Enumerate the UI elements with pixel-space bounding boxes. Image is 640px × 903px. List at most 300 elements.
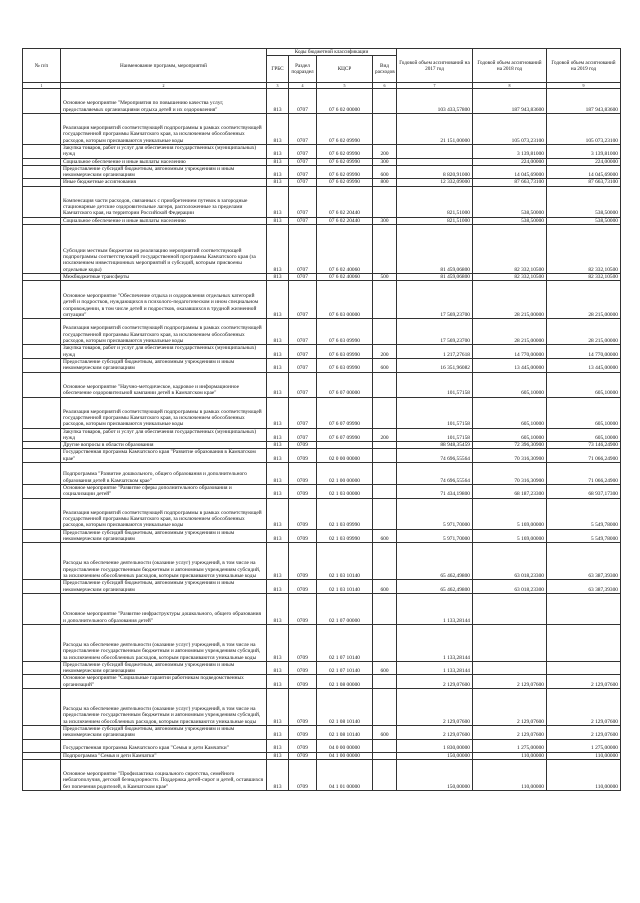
cell-vr: 200 [373,345,397,359]
cell-2019: 28 215,00000 [547,319,621,345]
cell-kcsr: 02 1 07 10140 [317,661,373,675]
cell-section: 0707 [289,186,317,217]
cell-2019: 63 387,39300 [547,543,621,580]
cell-num [23,689,61,726]
cell-name: Государственная программа Камчатского края "Семья и дети Камчатки" [61,739,267,752]
cell-vr [373,752,397,759]
cell-section: 0709 [289,624,317,661]
cell-2019: 1 275,00000 [547,739,621,752]
cell-num [23,624,61,661]
table-header [23,49,621,89]
cell-2018: 605,10000 [473,372,547,397]
cell-kcsr: 07 6 02 09990 [317,165,373,179]
cell-2019: 224,00000 [547,158,621,165]
cell-section: 0709 [289,580,317,594]
table-row [23,179,621,186]
table-row [23,689,621,726]
cell-vr [373,397,397,428]
cell-kcsr: 02 1 03 09990 [317,498,373,529]
cell-section: 0709 [289,675,317,689]
cell-2017: 81 459,06800 [397,225,473,274]
cell-num [23,217,61,224]
cell-kcsr: 07 6 07 00000 [317,372,373,397]
cell-section: 0709 [289,661,317,675]
cell-2019: 87 663,73100 [547,179,621,186]
cell-vr: 300 [373,217,397,224]
cell-grbs: 813 [267,158,289,165]
cell-vr: 200 [373,428,397,442]
cell-2018: 63 018,23300 [473,543,547,580]
cell-grbs: 813 [267,463,289,485]
cell-2018: 70 316,30900 [473,463,547,485]
table-row [23,428,621,442]
cell-2019: 82 332,10500 [547,274,621,281]
cell-2017: 1 133,28144 [397,661,473,675]
cell-kcsr [317,442,373,449]
cell-grbs: 813 [267,661,289,675]
cell-2018 [473,661,547,675]
cell-name: Реализация мероприятий соответствующей подпрограммы в рамках соответствующей государственной программы Камчатского края, за исключением обособленных расходов, которым присваиваются уникальные коды [61,114,267,145]
cell-num [23,442,61,449]
col-index: 6 [373,83,397,89]
col-index: 7 [397,83,473,89]
cell-grbs: 813 [267,428,289,442]
cell-num [23,281,61,319]
cell-section: 0709 [289,752,317,759]
cell-grbs: 813 [267,372,289,397]
cell-vr [373,186,397,217]
cell-2019: 110,00000 [547,752,621,759]
cell-num [23,752,61,759]
cell-vr [373,114,397,145]
cell-2017: 17 569,23700 [397,281,473,319]
cell-2017: 17 569,23700 [397,319,473,345]
cell-name: Закупка товаров, работ и услуг для обеспечения государственных (муниципальных) нужд [61,345,267,359]
cell-section: 0707 [289,145,317,159]
cell-2018: 72 396,30900 [473,442,547,449]
cell-grbs: 813 [267,217,289,224]
cell-2018: 5 169,00000 [473,529,547,543]
cell-kcsr: 04 1 01 00000 [317,759,373,790]
cell-2019: 5 549,78000 [547,529,621,543]
table-row [23,580,621,594]
cell-2017: 821,51000 [397,186,473,217]
cell-grbs: 813 [267,726,289,740]
cell-2018: 82 332,10500 [473,225,547,274]
cell-kcsr: 02 1 07 00000 [317,593,373,624]
col-index: 4 [289,83,317,89]
cell-2017: 150,00000 [397,759,473,790]
cell-vr: 500 [373,274,397,281]
table-row [23,225,621,274]
cell-vr [373,485,397,499]
cell-2017: 71 434,19800 [397,485,473,499]
cell-num [23,165,61,179]
cell-section: 0707 [289,114,317,145]
cell-2017: 74 696,55564 [397,449,473,463]
cell-grbs: 813 [267,397,289,428]
cell-kcsr: 07 6 02 09990 [317,179,373,186]
budget-table-sheet [22,48,620,791]
cell-2018: 87 663,73100 [473,179,547,186]
cell-2018: 1 275,00000 [473,739,547,752]
cell-grbs: 813 [267,165,289,179]
cell-name: Реализация мероприятий соответствующей подпрограммы в рамках соответствующей государственной программы Камчатского края, за исключением обособленных расходов, которым присваиваются уникальные коды [61,397,267,428]
cell-vr: 800 [373,179,397,186]
cell-2019: 3 139,81000 [547,145,621,159]
cell-kcsr: 07 6 02 40060 [317,274,373,281]
cell-section: 0709 [289,543,317,580]
cell-2018: 14 770,00000 [473,345,547,359]
cell-vr [373,281,397,319]
cell-2018: 2 129,07600 [473,675,547,689]
col-index: 5 [317,83,373,89]
cell-2017: 2 129,07600 [397,689,473,726]
cell-2017: 2 129,07600 [397,726,473,740]
cell-2019: 2 129,07600 [547,726,621,740]
cell-2017: 21 151,00000 [397,114,473,145]
cell-name: Реализация мероприятий соответствующей подпрограммы в рамках соответствующей государственной программы Камчатского края, за исключением обособленных расходов, которым присваиваются уникальные коды [61,498,267,529]
cell-grbs: 813 [267,179,289,186]
cell-section: 0709 [289,485,317,499]
cell-2019: 605,10000 [547,372,621,397]
cell-grbs: 813 [267,675,289,689]
cell-name: Закупка товаров, работ и услуг для обеспечения государственных (муниципальных) нужд [61,428,267,442]
cell-section: 0707 [289,179,317,186]
cell-2018: 538,50000 [473,186,547,217]
cell-name: Расходы на обеспечение деятельности (оказание услуг) учреждений, в том числе на предоставление государственным бюджетным и автономным учреждениям субсидий, за исключением обособленных расходов, которым присваиваются уникальные коды [61,624,267,661]
cell-section: 0707 [289,428,317,442]
table-row [23,372,621,397]
cell-grbs: 813 [267,752,289,759]
cell-2018: 3 139,81000 [473,145,547,159]
cell-2017: 150,00000 [397,752,473,759]
cell-2018: 2 129,07600 [473,726,547,740]
cell-section: 0707 [289,397,317,428]
cell-num [23,485,61,499]
cell-2018: 14 045,69000 [473,165,547,179]
cell-name: Основное мероприятие "Мероприятия по повышению качества услуг, предоставляемых организациями отдыха детей и их оздоровления" [61,89,267,114]
cell-grbs: 813 [267,345,289,359]
cell-2018 [473,624,547,661]
cell-2019: 538,50000 [547,186,621,217]
cell-2017: 2 129,07600 [397,675,473,689]
cell-grbs: 813 [267,114,289,145]
cell-2017: 65 462,49800 [397,543,473,580]
cell-2019: 605,10000 [547,397,621,428]
cell-section: 0707 [289,345,317,359]
cell-name: Основное мероприятие "Научно-методическое, кадровое и информационное обеспечение оздоровительной кампании детей в Камчатском крае" [61,372,267,397]
cell-name: Основное мероприятие "Социальные гарантии работникам подведомственных организаций" [61,675,267,689]
table-row [23,529,621,543]
table-row [23,593,621,624]
cell-grbs: 813 [267,442,289,449]
col-index: 1 [23,83,61,89]
cell-2019 [547,661,621,675]
table-row [23,358,621,372]
cell-2018: 28 215,00000 [473,281,547,319]
cell-vr: 600 [373,661,397,675]
cell-num [23,463,61,485]
table-row [23,217,621,224]
cell-section: 0709 [289,739,317,752]
cell-kcsr: 02 1 03 10140 [317,580,373,594]
cell-grbs: 813 [267,145,289,159]
cell-name: Субсидии местным бюджетам на реализацию мероприятий соответствующей подпрограммы соответствующей государственной программы Камчатского края (за исключением инвестиционных мероприятий и субсидий, которым присвоены отдельные коды) [61,225,267,274]
cell-grbs: 813 [267,225,289,274]
cell-2019: 2 129,07600 [547,689,621,726]
cell-num [23,543,61,580]
cell-grbs: 813 [267,739,289,752]
cell-2017: 5 971,70000 [397,529,473,543]
cell-kcsr: 04 1 00 00000 [317,752,373,759]
cell-vr [373,498,397,529]
cell-2018 [473,593,547,624]
cell-name: Предоставление субсидий бюджетным, автономным учреждениям и иным некоммерческим организациям [61,580,267,594]
cell-vr: 600 [373,358,397,372]
cell-vr [373,689,397,726]
cell-section: 0707 [289,217,317,224]
cell-grbs: 813 [267,485,289,499]
cell-2018: 2 129,07600 [473,689,547,726]
cell-2019: 105 073,23100 [547,114,621,145]
cell-vr [373,89,397,114]
cell-section: 0707 [289,274,317,281]
col-grbs-header: ГРБС [267,56,289,83]
cell-grbs: 813 [267,89,289,114]
cell-grbs: 813 [267,580,289,594]
cell-vr: 300 [373,158,397,165]
cell-num [23,358,61,372]
cell-kcsr: 07 6 03 09990 [317,345,373,359]
cell-section: 0707 [289,165,317,179]
cell-name: Расходы на обеспечение деятельности (оказание услуг) учреждений, в том числе на предоставление государственным бюджетным и автономным учреждениям субсидий, за исключением обособленных расходов, которым присваиваются уникальные коды [61,689,267,726]
table-row [23,463,621,485]
cell-grbs: 813 [267,498,289,529]
cell-name: Компенсация части расходов, связанных с приобретением путевок в загородные стационарные детские оздоровительные лагеря, расположенные за пределами Камчатского края, на территории Российской Федерации [61,186,267,217]
cell-2019: 187 943,83600 [547,89,621,114]
cell-section: 0707 [289,358,317,372]
cell-2017: 101,57158 [397,397,473,428]
cell-2018: 110,00000 [473,752,547,759]
col-2017-header: Годовой объем ассигнований на 2017 год [397,49,473,83]
cell-2017: 1 217,27618 [397,345,473,359]
cell-vr [373,319,397,345]
table-row [23,449,621,463]
cell-kcsr: 07 6 03 09990 [317,358,373,372]
cell-section: 0709 [289,726,317,740]
table-body [23,89,621,791]
cell-2017: 8 820,91000 [397,165,473,179]
col-index: 3 [267,83,289,89]
cell-2017: 101,57158 [397,428,473,442]
cell-grbs: 813 [267,319,289,345]
col-2018-header: Годовой объем ассигнований на 2018 год [473,49,547,83]
cell-2019 [547,624,621,661]
cell-2018: 605,10000 [473,428,547,442]
col-index: 8 [473,83,547,89]
cell-2017: 88 948,35459 [397,442,473,449]
cell-vr [373,449,397,463]
col-index: 9 [547,83,621,89]
cell-grbs: 813 [267,186,289,217]
cell-2019: 13 445,00000 [547,358,621,372]
cell-vr [373,463,397,485]
table-row [23,726,621,740]
cell-vr [373,624,397,661]
cell-num [23,225,61,274]
cell-vr: 600 [373,726,397,740]
table-row [23,442,621,449]
cell-2017: 1 133,28144 [397,624,473,661]
cell-num [23,345,61,359]
cell-name: Расходы на обеспечение деятельности (оказание услуг) учреждений, в том числе на предоставление государственным бюджетным и автономным учреждениям субсидий, за исключением обособленных расходов, которым присваиваются уникальные коды [61,543,267,580]
cell-kcsr: 07 6 07 09990 [317,397,373,428]
cell-kcsr: 07 6 02 09990 [317,158,373,165]
col-vr-header: Вид расходов [373,56,397,83]
table-row [23,145,621,159]
cell-kcsr: 02 1 08 10140 [317,726,373,740]
cell-section: 0709 [289,529,317,543]
cell-name: Подпрограмма "Развитие дошкольного, общего образования и дополнительного образования детей в Камчатском крае" [61,463,267,485]
cell-2018: 605,10000 [473,397,547,428]
cell-num [23,428,61,442]
cell-num [23,319,61,345]
cell-2017: 81 459,06800 [397,274,473,281]
cell-2019: 5 549,78000 [547,498,621,529]
table-row [23,397,621,428]
cell-grbs: 813 [267,543,289,580]
budget-table [22,48,621,791]
cell-grbs: 813 [267,759,289,790]
col-name-header: Наименование программ, мероприятий [61,49,267,83]
cell-grbs: 813 [267,593,289,624]
cell-2019: 110,00000 [547,759,621,790]
table-row [23,89,621,114]
cell-num [23,593,61,624]
cell-2018: 224,00000 [473,158,547,165]
table-row [23,543,621,580]
cell-kcsr: 07 6 02 09990 [317,145,373,159]
cell-vr [373,739,397,752]
cell-2019: 605,10000 [547,428,621,442]
cell-kcsr: 07 6 02 40060 [317,225,373,274]
cell-section: 0707 [289,281,317,319]
cell-name: Основное мероприятие "Развитие инфраструктуры дошкольного, общего образования и дополнительного образования детей" [61,593,267,624]
cell-kcsr: 02 1 08 10140 [317,689,373,726]
cell-vr: 600 [373,529,397,543]
cell-kcsr: 07 6 02 20440 [317,186,373,217]
cell-2017: 821,51000 [397,217,473,224]
cell-name: Основное мероприятие "Обеспечение отдыха и оздоровления отдельных категорий детей и подростков, нуждающихся в психолого-педагогическом и ином специальном сопровождении, в том числе детей и подростков, оказавшихся в трудной жизненной ситуации" [61,281,267,319]
cell-kcsr: 02 0 00 00000 [317,449,373,463]
cell-2018: 5 169,00000 [473,498,547,529]
cell-2017: 74 696,55564 [397,463,473,485]
cell-2017: 16 351,96082 [397,358,473,372]
cell-grbs: 813 [267,358,289,372]
cell-vr [373,759,397,790]
cell-kcsr: 02 1 03 00000 [317,485,373,499]
cell-num [23,89,61,114]
cell-2019: 68 937,17300 [547,485,621,499]
cell-2018: 63 018,23300 [473,580,547,594]
cell-vr [373,593,397,624]
table-row [23,319,621,345]
cell-name: Предоставление субсидий бюджетным, автономным учреждениям и иным некоммерческим организациям [61,661,267,675]
cell-2018: 187 943,83600 [473,89,547,114]
cell-2018: 70 316,30900 [473,449,547,463]
cell-2019: 71 066,24900 [547,463,621,485]
cell-num [23,449,61,463]
cell-2017: 65 462,49800 [397,580,473,594]
cell-name: Государственная программа Камчатского края "Развитие образования в Камчатском крае" [61,449,267,463]
cell-vr [373,675,397,689]
cell-2017: 12 332,09000 [397,179,473,186]
cell-name: Реализация мероприятий соответствующей подпрограммы в рамках соответствующей государственной программы Камчатского края, за исключением обособленных расходов, которым присваиваются уникальные коды [61,319,267,345]
table-row [23,158,621,165]
cell-2018: 538,50000 [473,217,547,224]
table-row [23,114,621,145]
cell-2018: 110,00000 [473,759,547,790]
cell-num [23,372,61,397]
table-row [23,752,621,759]
cell-grbs: 813 [267,449,289,463]
cell-2019: 71 066,24900 [547,449,621,463]
cell-section: 0709 [289,449,317,463]
cell-num [23,661,61,675]
cell-name: Другие вопросы в области образования [61,442,267,449]
cell-vr [373,442,397,449]
cell-section: 0707 [289,225,317,274]
table-row [23,498,621,529]
col-num-header: № п/п [23,49,61,83]
cell-name: Социальное обеспечение и иные выплаты населению [61,217,267,224]
cell-name: Закупка товаров, работ и услуг для обеспечения государственных (муниципальных) нужд [61,145,267,159]
cell-2019: 73 146,24900 [547,442,621,449]
cell-section: 0707 [289,372,317,397]
cell-kcsr: 02 1 07 10140 [317,624,373,661]
cell-kcsr: 02 1 08 00000 [317,675,373,689]
cell-name: Предоставление субсидий бюджетным, автономным учреждениям и иным некоммерческим организациям [61,529,267,543]
cell-num [23,114,61,145]
cell-2017: 1 830,00000 [397,739,473,752]
cell-2017 [397,145,473,159]
cell-vr [373,543,397,580]
cell-2018: 28 215,00000 [473,319,547,345]
cell-num [23,158,61,165]
table-row [23,759,621,790]
cell-section: 0709 [289,463,317,485]
cell-section: 0709 [289,689,317,726]
cell-2019: 538,50000 [547,217,621,224]
col-kcsr-header: КЦСР [317,56,373,83]
cell-num [23,529,61,543]
cell-2017: 103 433,57800 [397,89,473,114]
cell-2019: 14 045,69000 [547,165,621,179]
cell-2019: 14 770,00000 [547,345,621,359]
cell-num [23,179,61,186]
table-row [23,281,621,319]
cell-name: Межбюджетные трансферты [61,274,267,281]
cell-num [23,145,61,159]
cell-num [23,274,61,281]
cell-num [23,759,61,790]
cell-num [23,675,61,689]
cell-2018: 82 332,10500 [473,274,547,281]
cell-grbs: 813 [267,274,289,281]
cell-grbs: 813 [267,281,289,319]
cell-2019: 82 332,10500 [547,225,621,274]
